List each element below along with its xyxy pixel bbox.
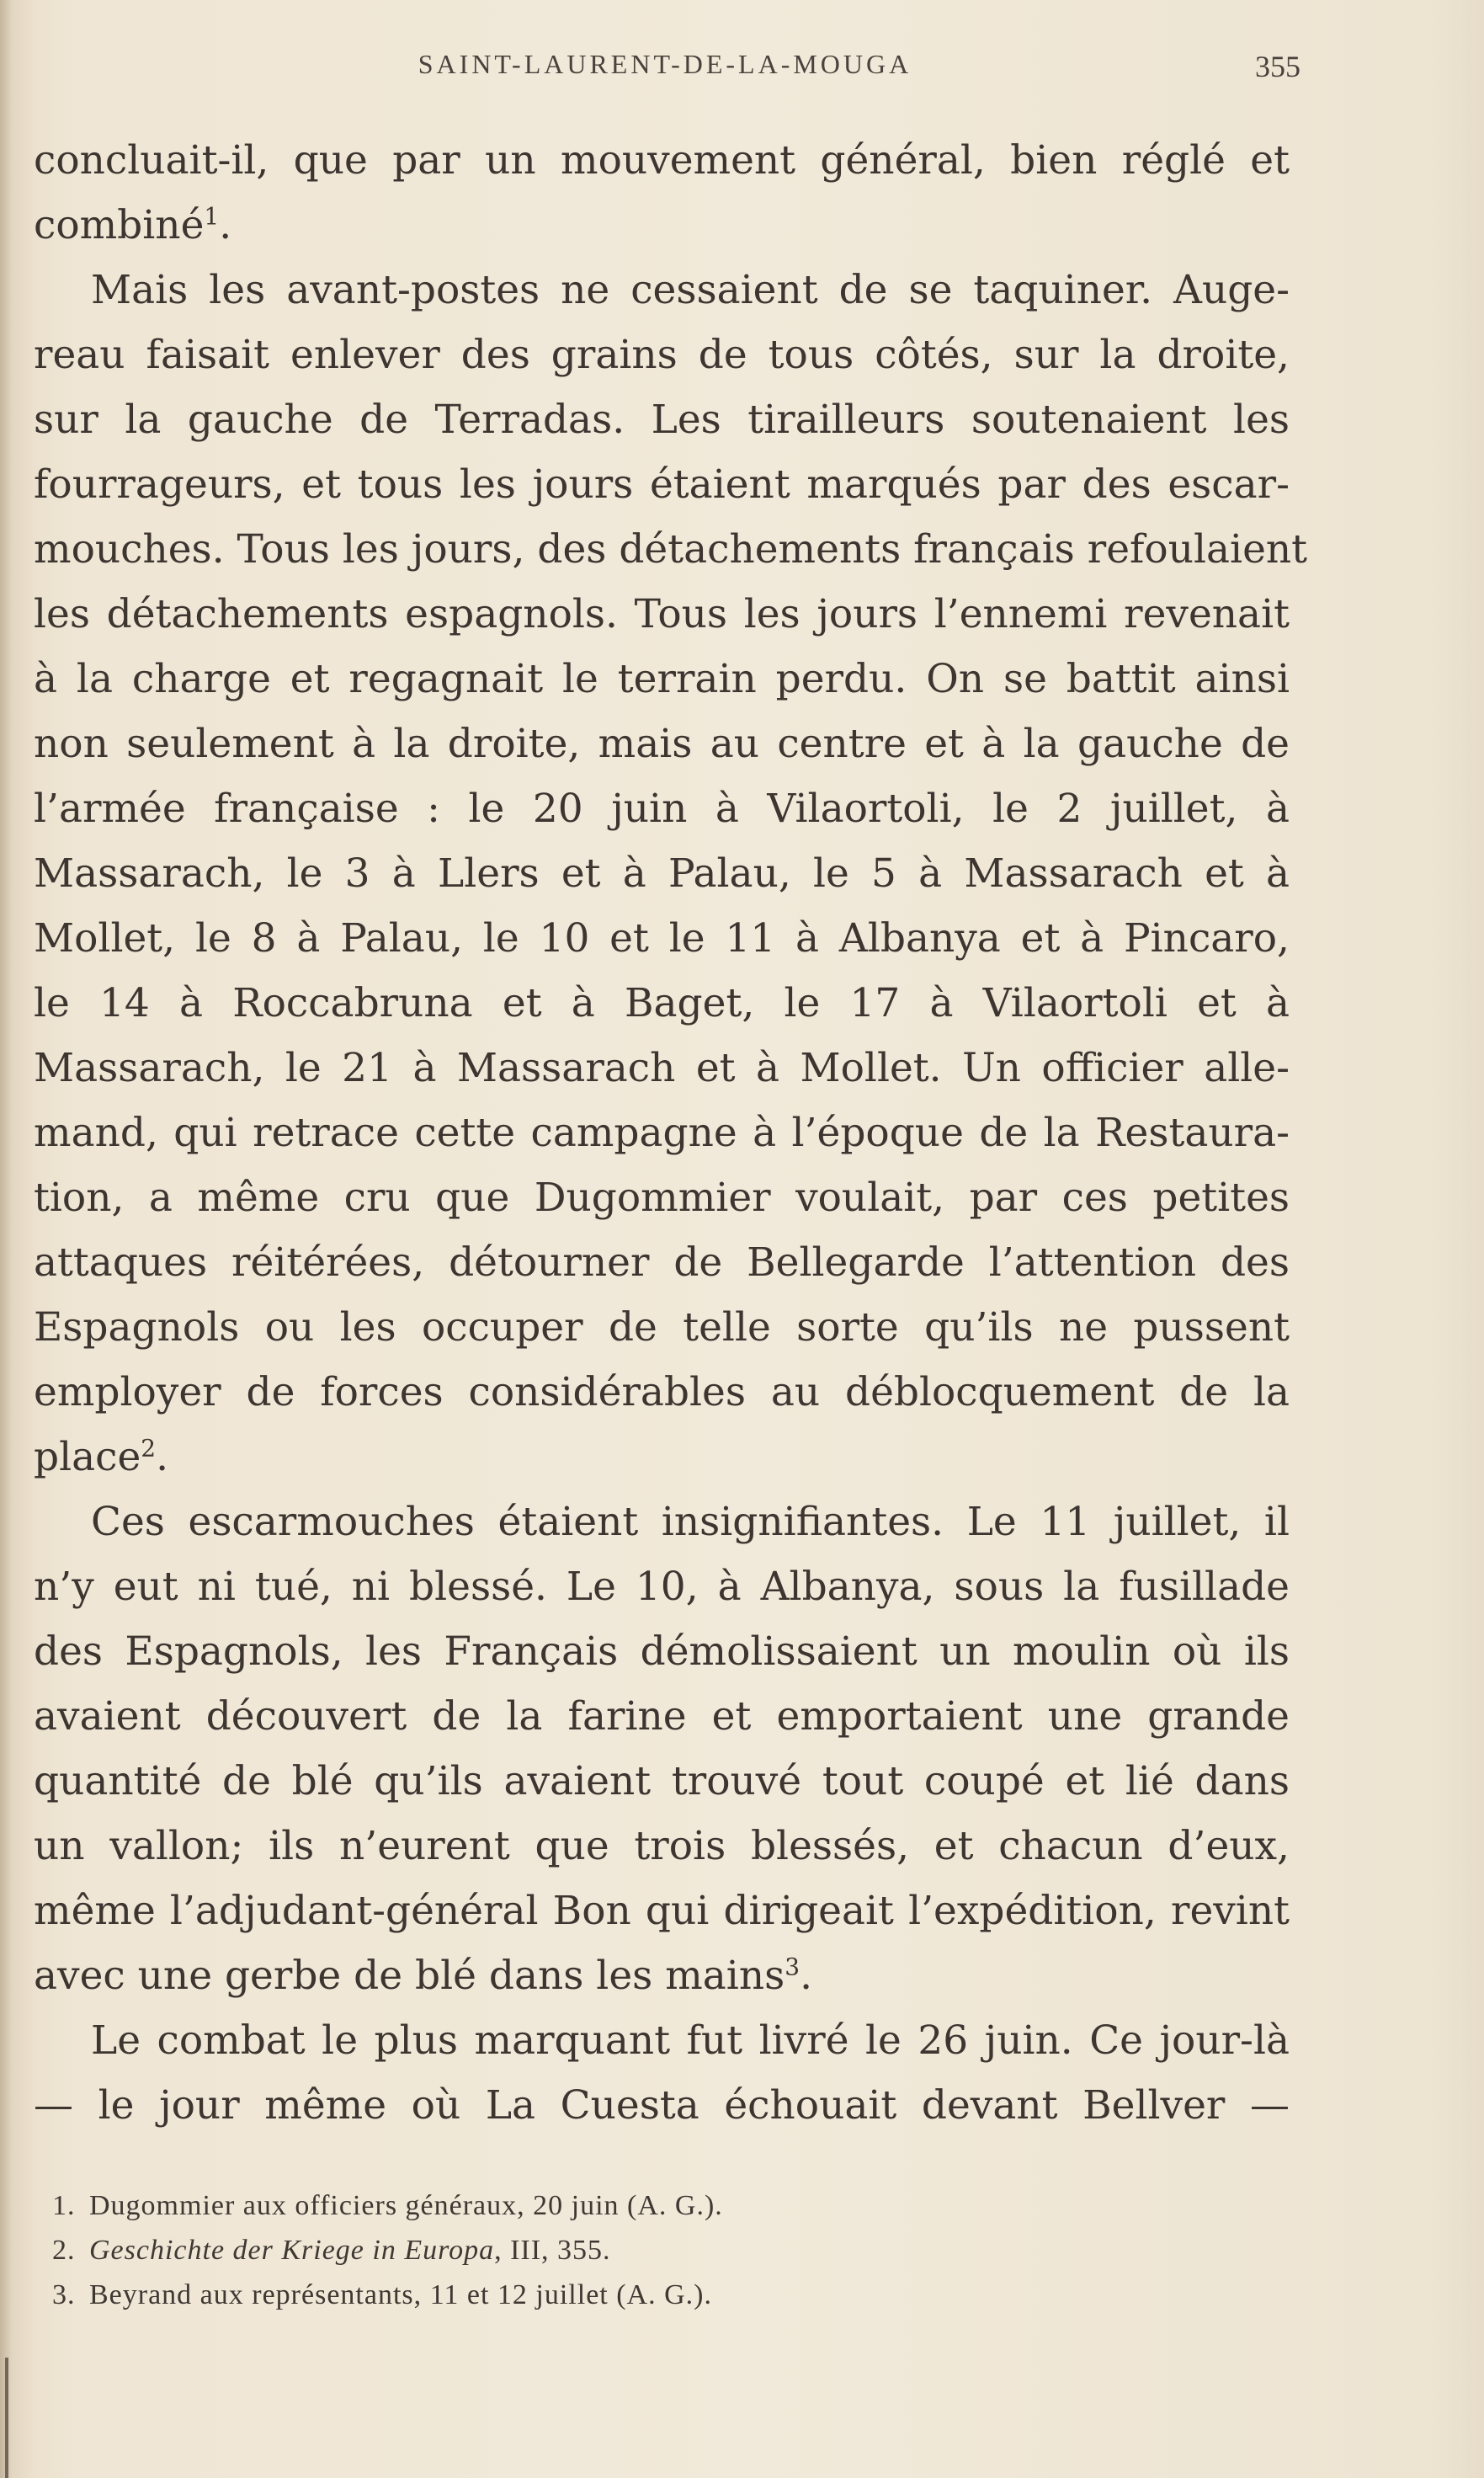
body-line: concluait-il, que par un mouvement général, bien réglé et: [34, 137, 1290, 184]
footnotes: [52, 2183, 1146, 2317]
body-line-text: place: [34, 1434, 141, 1480]
body-line: le 14 à Roccabruna et à Baget, le 17 à Vilaortoli et à: [34, 980, 1290, 1026]
body-line: fourrageurs, et tous les jours étaient marqués par des escar-: [34, 461, 1290, 508]
body-line-text: .: [156, 1434, 169, 1480]
body-line: Massarach, le 21 à Massarach et à Mollet. Un officier alle-: [34, 1045, 1290, 1091]
footnote: [52, 2183, 1146, 2228]
footnote-text: Beyrand aux représentants, 11 et 12 juillet (A. G.).: [89, 2279, 712, 2310]
footnote-number: 2.: [52, 2235, 76, 2266]
body-line: un vallon; ils n’eurent que trois blessés, et chacun d’eux,: [34, 1823, 1290, 1869]
footnote-ref: 3: [785, 1953, 801, 1981]
body-line: quantité de blé qu’ils avaient trouvé tout coupé et lié dans: [34, 1758, 1290, 1804]
footnote-number: 3.: [52, 2279, 76, 2310]
body-text: [34, 128, 1308, 2138]
body-line: Espagnols ou les occuper de telle sorte qu’ils ne pussent: [34, 1304, 1290, 1351]
body-line: reau faisait enlever des grains de tous côtés, sur la droite,: [34, 332, 1290, 378]
body-line: Massarach, le 3 à Llers et à Palau, le 5 à Massarach et à: [34, 850, 1290, 897]
body-line-text: combiné: [34, 202, 205, 248]
body-line: [34, 193, 1290, 258]
body-line: l’armée française : le 20 juin à Vilaortoli, le 2 juillet, à: [34, 786, 1290, 832]
page-number: 355: [1255, 50, 1300, 83]
footnote-number: 1.: [52, 2190, 76, 2221]
page-gutter-shadow: [0, 0, 12, 2478]
body-line: mouches. Tous les jours, des détachements français refoulaient: [34, 526, 1308, 573]
body-line: Mollet, le 8 à Palau, le 10 et le 11 à Albanya et à Pincaro,: [34, 915, 1290, 962]
body-line: sur la gauche de Terradas. Les tirailleurs soutenaient les: [34, 397, 1290, 443]
body-line: même l’adjudant-général Bon qui dirigeait l’expédition, revint: [34, 1888, 1290, 1934]
binding-edge-mark: [5, 2358, 8, 2478]
body-line: mand, qui retrace cette campagne à l’époque de la Restaura-: [34, 1110, 1290, 1156]
body-line: — le jour même où La Cuesta échouait devant Bellver —: [34, 2082, 1290, 2129]
body-line: les détachements espagnols. Tous les jours l’ennemi revenait: [34, 591, 1290, 637]
footnote-text: , III, 355.: [494, 2235, 611, 2266]
body-line: Ces escarmouches étaient insignifiantes. Le 11 juillet, il: [91, 1499, 1290, 1545]
footnote-ref: 1: [204, 202, 220, 231]
footnote-title: Geschichte der Kriege in Europa: [89, 2235, 495, 2266]
body-line: employer de forces considérables au déblocquement de la: [34, 1369, 1290, 1415]
body-line: des Espagnols, les Français démolissaient un moulin où ils: [34, 1628, 1290, 1675]
running-title: SAINT-LAURENT-DE-LA-MOUGA: [418, 49, 912, 79]
footnote-text: Dugommier aux officiers généraux, 20 juin (A. G.).: [89, 2190, 723, 2221]
body-line: [34, 1425, 1290, 1489]
body-line-text: .: [219, 202, 232, 248]
footnote: [52, 2228, 1146, 2273]
body-line: non seulement à la droite, mais au centre et à la gauche de: [34, 721, 1290, 767]
footnote-ref: 2: [141, 1434, 157, 1463]
footnote: [52, 2273, 1146, 2317]
body-line: Mais les avant-postes ne cessaient de se taquiner. Auge-: [91, 267, 1290, 313]
body-line: n’y eut ni tué, ni blessé. Le 10, à Albanya, sous la fusillade: [34, 1564, 1290, 1610]
body-line: tion, a même cru que Dugommier voulait, par ces petites: [34, 1175, 1290, 1221]
body-line: [34, 1943, 1290, 2008]
body-line-text: .: [800, 1953, 813, 1999]
body-line: avaient découvert de la farine et emportaient une grande: [34, 1693, 1290, 1740]
body-line: Le combat le plus marquant fut livré le 26 juin. Ce jour-là: [91, 2017, 1290, 2064]
body-line-text: avec une gerbe de blé dans les mains: [34, 1953, 785, 1999]
body-line: attaques réitérées, détourner de Bellegarde l’attention des: [34, 1239, 1290, 1286]
body-line: à la charge et regagnait le terrain perdu. On se battit ainsi: [34, 656, 1290, 702]
